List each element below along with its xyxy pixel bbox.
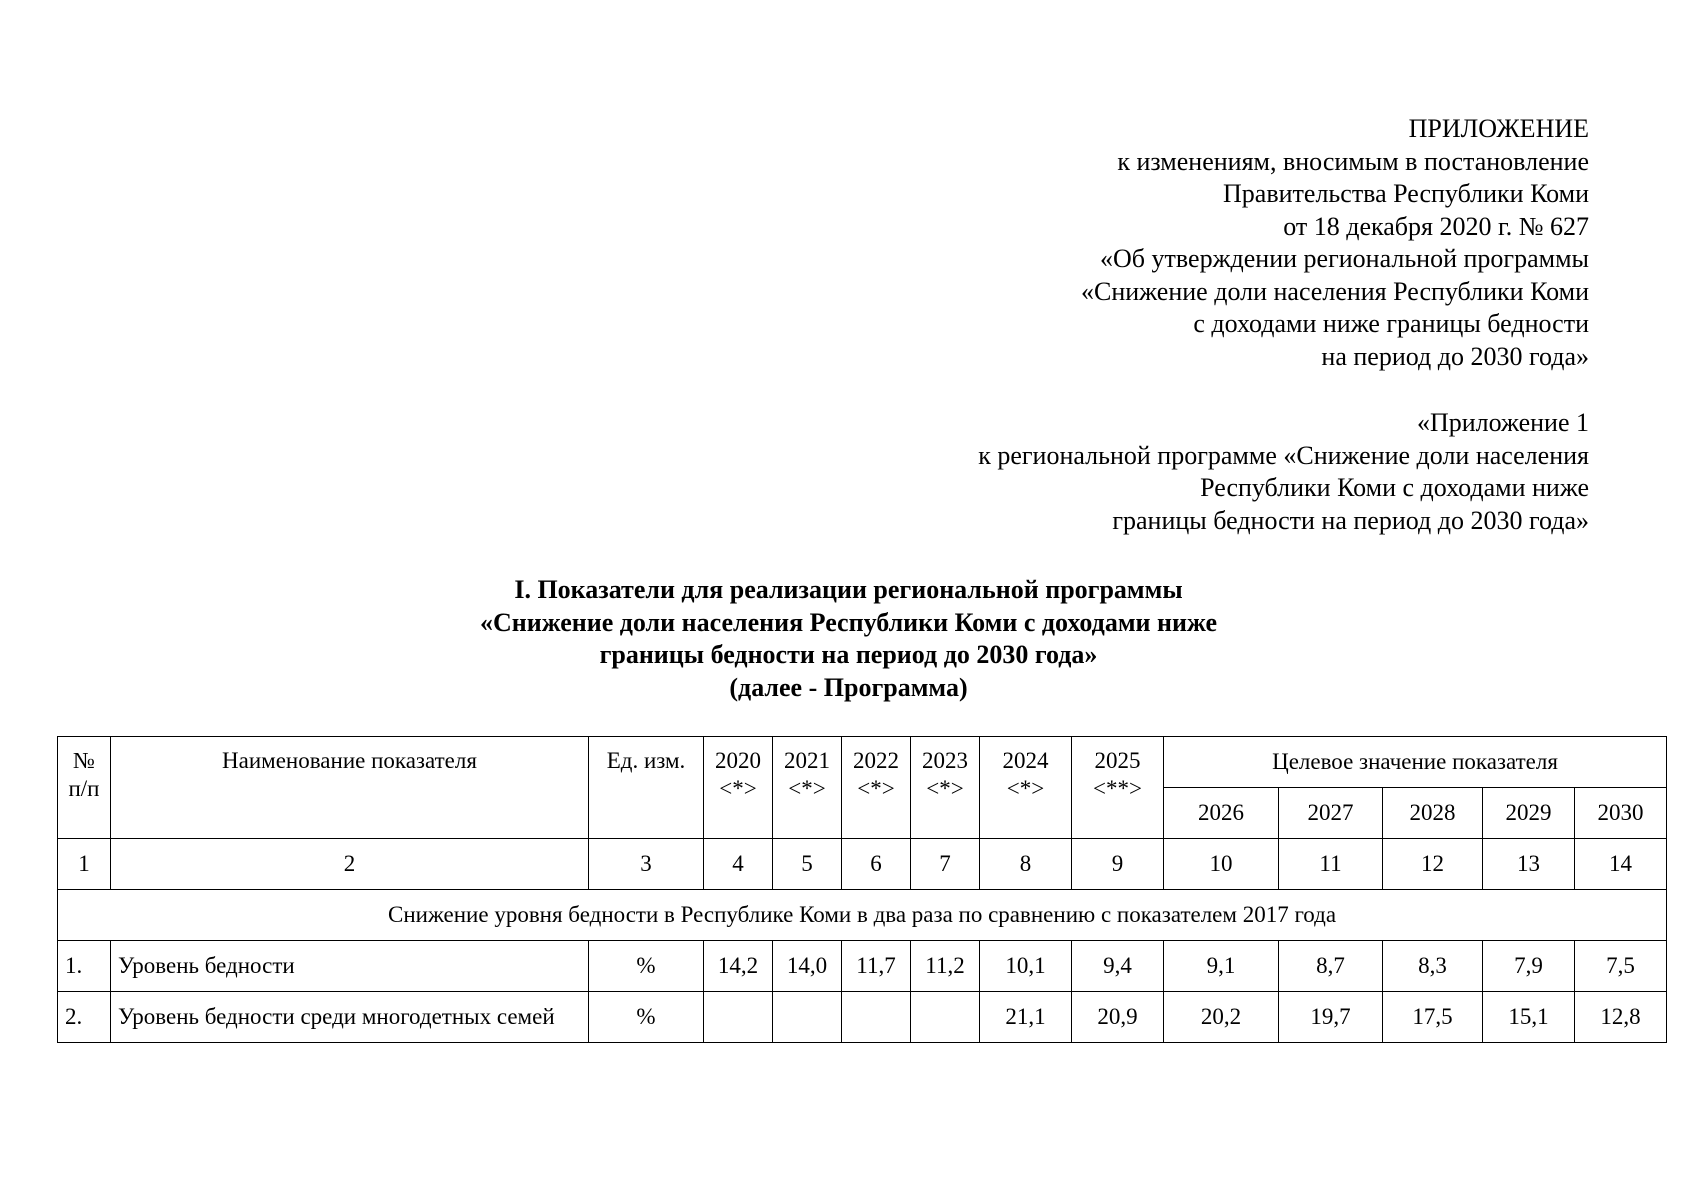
column-number: 10 <box>1164 839 1279 890</box>
column-numbers-row <box>58 839 1667 890</box>
header-line: к изменениям, вносимым в постановление <box>1117 146 1589 176</box>
col-header-year-2020 <box>704 737 773 839</box>
year-label: 2022 <box>853 748 899 773</box>
header-line: ПРИЛОЖЕНИЕ <box>1408 114 1589 143</box>
year-note: <*> <box>788 776 826 801</box>
row-number: 1. <box>58 941 111 992</box>
col-header-name: Наименование показателя <box>111 737 589 839</box>
row-number: 2. <box>58 992 111 1043</box>
appendix-line: границы бедности на период до 2030 года» <box>1112 505 1589 535</box>
col-header-year-2026: 2026 <box>1164 788 1279 839</box>
row-value: 17,5 <box>1383 992 1483 1043</box>
title-line: «Снижение доли населения Республики Коми с доходами ниже <box>479 607 1218 637</box>
col-header-year-2024 <box>980 737 1072 839</box>
row-value: 9,1 <box>1164 941 1279 992</box>
col-header-year-2028: 2028 <box>1383 788 1483 839</box>
column-number: 13 <box>1483 839 1575 890</box>
row-value: 14,2 <box>704 941 773 992</box>
row-value: 8,3 <box>1383 941 1483 992</box>
header-num-symbol: № <box>73 748 95 773</box>
year-note: <*> <box>719 776 757 801</box>
year-note: <*> <box>926 776 964 801</box>
row-value: 20,2 <box>1164 992 1279 1043</box>
row-value: 10,1 <box>980 941 1072 992</box>
table-row <box>58 992 1667 1043</box>
year-label: 2023 <box>922 748 968 773</box>
title-line: границы бедности на период до 2030 года» <box>599 640 1098 669</box>
header-num-abbrev: п/п <box>68 776 100 801</box>
row-value <box>704 992 773 1043</box>
row-value: 21,1 <box>980 992 1072 1043</box>
row-value: 19,7 <box>1279 992 1383 1043</box>
section-title <box>0 574 1697 704</box>
year-label: 2020 <box>715 748 761 773</box>
title-line: (далее - Программа) <box>729 672 968 702</box>
row-unit: % <box>589 941 704 992</box>
year-note: <**> <box>1093 776 1142 801</box>
row-value: 11,2 <box>911 941 980 992</box>
year-label: 2025 <box>1094 748 1141 773</box>
appendix-line: Республики Коми с доходами ниже <box>1200 473 1589 502</box>
group-title: Снижение уровня бедности в Республике Коми в два раза по сравнению с показателем 2017 года <box>58 890 1667 941</box>
header-line: от 18 декабря 2020 г. № 627 <box>1283 211 1589 241</box>
col-header-year-2025 <box>1072 737 1164 839</box>
appendix-reference <box>978 407 1589 537</box>
column-number: 1 <box>58 839 111 890</box>
row-value: 15,1 <box>1483 992 1575 1043</box>
indicators-table <box>57 736 1667 1043</box>
row-value: 9,4 <box>1072 941 1164 992</box>
row-value: 8,7 <box>1279 941 1383 992</box>
column-number: 12 <box>1383 839 1483 890</box>
column-number: 5 <box>773 839 842 890</box>
row-value <box>773 992 842 1043</box>
column-number: 14 <box>1575 839 1667 890</box>
year-note: <*> <box>1006 776 1045 801</box>
col-header-year-2029: 2029 <box>1483 788 1575 839</box>
column-number: 8 <box>980 839 1072 890</box>
column-number: 9 <box>1072 839 1164 890</box>
column-number: 3 <box>589 839 704 890</box>
column-number: 4 <box>704 839 773 890</box>
row-value: 20,9 <box>1072 992 1164 1043</box>
row-unit: % <box>589 992 704 1043</box>
row-value <box>911 992 980 1043</box>
column-number: 2 <box>111 839 589 890</box>
row-value: 7,9 <box>1483 941 1575 992</box>
col-header-year-2023 <box>911 737 980 839</box>
appendix-line: к региональной программе «Снижение доли населения <box>978 440 1589 470</box>
appendix-line: «Приложение 1 <box>1416 408 1589 437</box>
col-header-year-2022 <box>842 737 911 839</box>
year-label: 2024 <box>1002 748 1049 773</box>
year-note: <*> <box>857 776 895 801</box>
group-row <box>58 890 1667 941</box>
year-label: 2021 <box>784 748 830 773</box>
column-number: 7 <box>911 839 980 890</box>
row-value: 12,8 <box>1575 992 1667 1043</box>
row-value <box>842 992 911 1043</box>
row-indicator-name: Уровень бедности среди многодетных семей <box>111 992 589 1043</box>
header-line: Правительства Республики Коми <box>1223 179 1589 208</box>
appendix-header <box>1081 113 1589 373</box>
header-row <box>58 737 1667 788</box>
col-header-target: Целевое значение показателя <box>1164 737 1667 788</box>
row-indicator-name: Уровень бедности <box>111 941 589 992</box>
row-value: 7,5 <box>1575 941 1667 992</box>
col-header-number <box>58 737 111 839</box>
col-header-year-2021 <box>773 737 842 839</box>
header-line: на период до 2030 года» <box>1321 341 1589 371</box>
title-line: I. Показатели для реализации региональной программы <box>514 575 1183 604</box>
row-value: 11,7 <box>842 941 911 992</box>
column-number: 11 <box>1279 839 1383 890</box>
table-row <box>58 941 1667 992</box>
row-value: 14,0 <box>773 941 842 992</box>
header-line: с доходами ниже границы бедности <box>1193 309 1589 338</box>
col-header-year-2027: 2027 <box>1279 788 1383 839</box>
col-header-unit: Ед. изм. <box>589 737 704 839</box>
header-line: «Об утверждении региональной программы <box>1100 244 1589 273</box>
column-number: 6 <box>842 839 911 890</box>
col-header-year-2030: 2030 <box>1575 788 1667 839</box>
header-line: «Снижение доли населения Республики Коми <box>1081 276 1589 306</box>
